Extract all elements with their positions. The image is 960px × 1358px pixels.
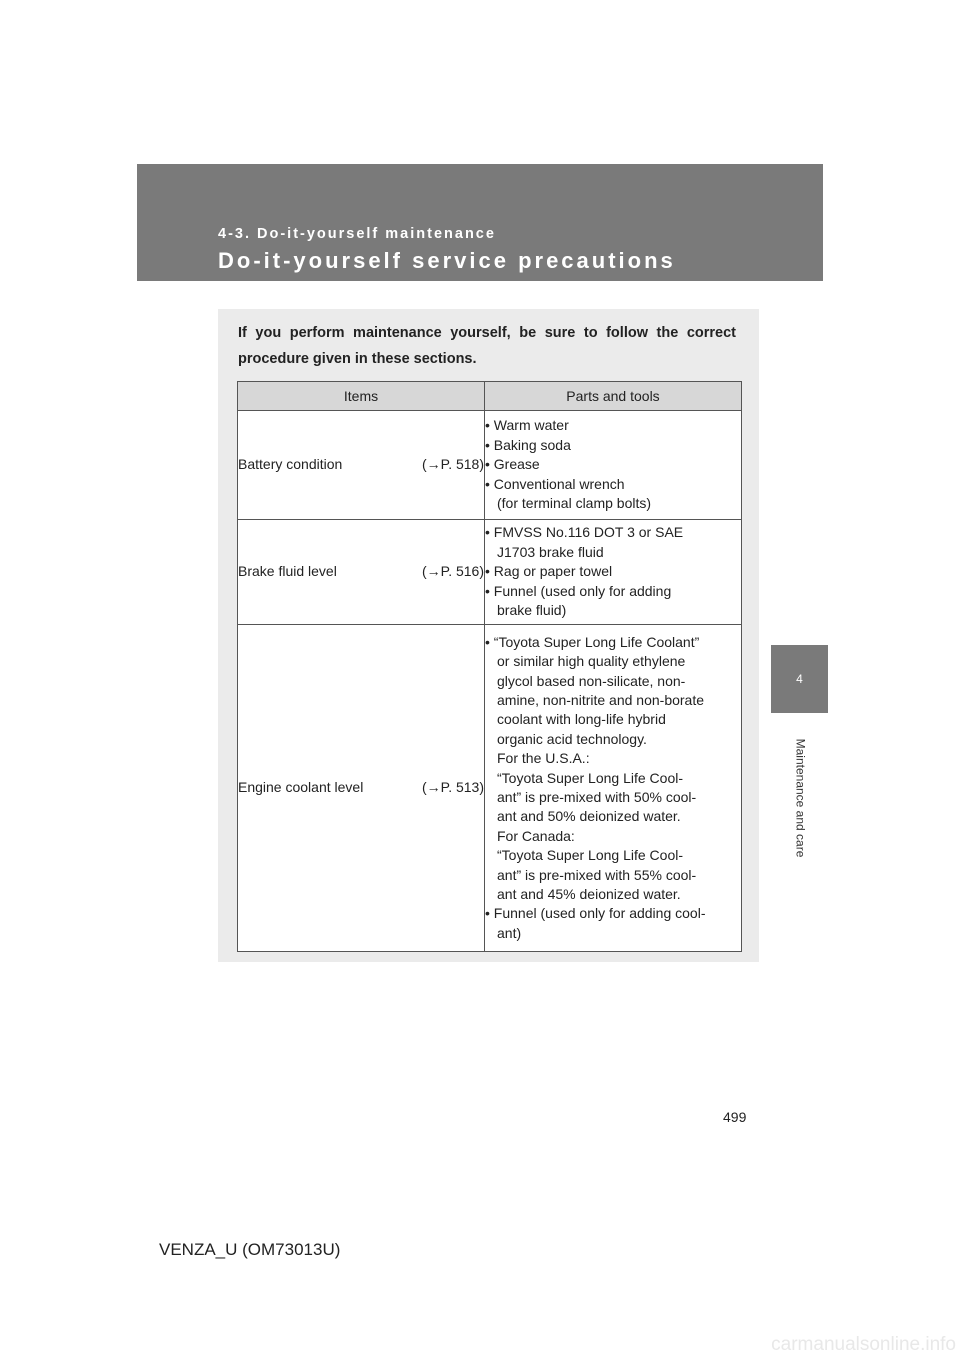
parts-list [485, 523, 741, 620]
item-name: Brake fluid level [238, 563, 337, 580]
page-reference-link[interactable]: (→P. 516) [422, 563, 484, 580]
parts-cell [485, 520, 742, 625]
content-panel [218, 309, 759, 962]
table-row [238, 520, 742, 625]
intro-text: If you perform maintenance yourself, be sure to follow the correct procedure given in these sections. [238, 325, 736, 367]
list-item: • Warm water [485, 416, 741, 435]
item-cell [238, 411, 485, 520]
table-row [238, 411, 742, 520]
column-header-parts: Parts and tools [485, 382, 742, 411]
page-reference-link[interactable]: (→P. 513) [422, 779, 484, 796]
list-item: • Rag or paper towel [485, 562, 741, 581]
document-code: VENZA_U (OM73013U) [159, 1240, 341, 1259]
page-title: Do-it-yourself service precautions [218, 248, 676, 273]
list-item: • Conventional wrench (for terminal clamp bolts) [485, 475, 741, 514]
parts-list [485, 633, 741, 944]
parts-list [485, 416, 741, 513]
chapter-tab[interactable] [771, 645, 828, 713]
chapter-label: Maintenance and care [793, 738, 807, 858]
page-reference-link[interactable]: (→P. 518) [422, 456, 484, 473]
list-item: • Funnel (used only for adding cool- ant) [485, 904, 741, 943]
chapter-header [137, 164, 823, 281]
section-label: 4-3. Do-it-yourself maintenance [218, 226, 496, 242]
list-item: • Baking soda [485, 436, 741, 455]
list-item: • Funnel (used only for adding brake fluid) [485, 582, 741, 621]
page-number: 499 [723, 1109, 747, 1125]
table-header-row [238, 382, 742, 411]
item-cell [238, 625, 485, 952]
chapter-side-label [770, 718, 830, 878]
table-row [238, 625, 742, 952]
item-cell [238, 520, 485, 625]
chapter-number: 4 [796, 672, 803, 686]
list-item: • Grease [485, 455, 741, 474]
item-name: Battery condition [238, 456, 343, 473]
column-header-items: Items [238, 382, 485, 411]
parts-cell [485, 625, 742, 952]
watermark: carmanualsonline.info [771, 1334, 956, 1355]
parts-table [237, 381, 742, 952]
list-item: • FMVSS No.116 DOT 3 or SAE J1703 brake fluid [485, 523, 741, 562]
item-name: Engine coolant level [238, 779, 364, 796]
list-item: • “Toyota Super Long Life Coolant” or similar high quality ethylene glycol based non-silicate, non- amine, non-nitrite and non-borate coolant with long-life hybrid organic acid technology. For the U.S.A.: “Toyota Super Long Life Cool- ant” is pre-mixed with 50% cool- ant and 50% deionized water. For Canada: “Toyota Super Long Life Cool- ant” is pre-mixed with 55% cool- ant and 45% deionized water. [485, 633, 741, 905]
parts-cell [485, 411, 742, 520]
